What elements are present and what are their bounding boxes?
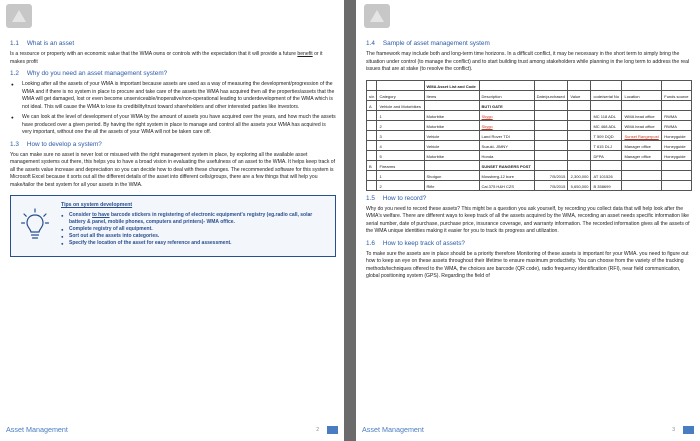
table-cell	[424, 160, 479, 170]
table-row	[367, 130, 692, 140]
table-cell	[622, 160, 662, 170]
table-cell	[367, 180, 377, 190]
page-footer	[362, 425, 694, 434]
table-cell	[367, 80, 377, 90]
list-item: ● We can look at the level of development of your WMA by the amount of assets you have acquired over the years, and how much the assets have produced over a given period. By having the right system in place to manage and control all the assets your WMA has acquired is very important, without one the all the assets of your WMA will not be taken care off.	[10, 114, 336, 137]
table-row	[367, 110, 692, 120]
table-cell	[568, 140, 591, 150]
table-cell: 5,650,000	[568, 180, 591, 190]
page-number: 2	[316, 426, 319, 433]
table-cell: code/serial No	[591, 90, 622, 100]
logo-icon	[364, 4, 390, 28]
logo-icon	[6, 4, 32, 28]
table-cell: Manager office	[622, 150, 662, 160]
section-heading: 1.4 Sample of asset management system	[366, 40, 490, 47]
table-cell	[622, 170, 662, 180]
table-cell: s/n	[367, 90, 377, 100]
table-cell: Land Rover TDI	[479, 130, 534, 140]
document-page-left	[0, 0, 344, 441]
table-cell: Value	[568, 90, 591, 100]
table-cell: Honeyguide	[662, 130, 692, 140]
table-cell: RWMA	[662, 110, 692, 120]
table-cell: Description	[479, 90, 534, 100]
table-cell: 1	[377, 110, 424, 120]
table-cell	[662, 100, 692, 110]
page-content	[10, 36, 336, 257]
table-cell	[367, 150, 377, 160]
table-cell: Location	[622, 90, 662, 100]
table-cell: Honeyguide	[662, 140, 692, 150]
table-cell	[591, 160, 622, 170]
list-item: ● Specify the location of the asset for easy reference and assessment.	[61, 240, 329, 247]
table-cell: 2	[377, 120, 424, 130]
table-cell: Skygo	[479, 120, 534, 130]
table-row	[367, 80, 692, 90]
table-cell: Vehicle	[424, 140, 479, 150]
table-cell	[367, 110, 377, 120]
lightbulb-icon	[21, 208, 49, 242]
table-cell	[479, 80, 534, 90]
section-heading: 1.5 How to record?	[366, 194, 427, 202]
table-cell	[367, 120, 377, 130]
table-cell	[622, 180, 662, 190]
table-cell: Honeyguide	[662, 150, 692, 160]
paragraph: The framework may include both and long-term time horizons. In a difficult conflict, it may be necessary in the short term to simply bring the situation under control (to manage the conflict) and to start building trust among stakeholders while planning in the long term to address the real issues that are at stake (to resolve the conflict).	[366, 51, 690, 72]
table-cell: T 615 DLJ	[591, 140, 622, 150]
table-cell	[534, 120, 568, 130]
section-heading: 1.2 Why do you need an asset management system?	[10, 70, 168, 77]
footer-title: Asset Management	[362, 425, 424, 434]
table-row	[367, 160, 692, 170]
table-row	[367, 100, 692, 110]
table-cell	[534, 130, 568, 140]
table-cell	[568, 150, 591, 160]
table-cell	[662, 160, 692, 170]
table-cell: B	[367, 160, 377, 170]
table-cell	[534, 160, 568, 170]
table-cell: MC 118 ADL	[591, 110, 622, 120]
section-heading: 1.3 How to develop a system?	[10, 140, 102, 148]
table-cell: Sunset Rangerpost	[622, 130, 662, 140]
table-cell	[534, 150, 568, 160]
table-cell	[568, 160, 591, 170]
table-cell	[367, 140, 377, 150]
section-heading: 1.6 How to keep track of assets?	[366, 239, 465, 247]
table-cell: SUNSET RANGERS POST	[479, 160, 534, 170]
table-cell: RWMA	[662, 120, 692, 130]
page-content	[366, 36, 692, 284]
section-heading: 1.1 What is an asset	[10, 40, 75, 47]
list-item: ● Sort out all the assets into categories.	[61, 233, 329, 240]
footer-accent-bar	[683, 426, 694, 434]
table-cell: Manager office	[622, 140, 662, 150]
table-cell: Items	[424, 90, 479, 100]
table-cell	[568, 110, 591, 120]
paragraph: You can make sure no asset is never lost or misused with the right management system in place, by exploring all the available asset management systems out there, this helps you to have a broad vision in evaluating the usefulness of an asset to the WMA. It helps keep track of all the assets value increase and depreciation so you can decide how to deal with these changes. The recommended software for this system is Microsoft Excel because it sorts out all the different details of the asset into different cells/groups, there are a few things that will help you make/tailor the best system for all your assets in the WMA.	[10, 151, 336, 188]
table-row	[367, 120, 692, 130]
table-cell	[367, 130, 377, 140]
table-cell	[534, 140, 568, 150]
table-cell	[367, 170, 377, 180]
table-cell	[622, 80, 662, 90]
table-cell: Motorbike	[424, 110, 479, 120]
list-item: ● Complete registry of all equipment.	[61, 226, 329, 233]
table-cell: A	[367, 100, 377, 110]
table-cell	[424, 100, 479, 110]
table-cell: B 358699	[591, 180, 622, 190]
paragraph: To make sure the assets are in place should be a priority therefore Monitoring of these assets is important for your WMA. you need to figure out how to keep an eye on these assets throughout their lifetime to ensure maximum productivity. You can choose from the variety of the tracking methods/techniques offered to the WMA, the choices are barcode (QR code), radio frequency identification (RFI), near field communication, global positioning system (GPS). Regarding the field of	[366, 250, 689, 279]
list-item: ● Looking after all the assets of your WMA is important because assets are used as a way of measuring the development/progression of the WMA and if there is no system in place to procure and take care of the assets the WMA has acquired then all the properties/assets that the WMA will get damaged, lost or even become unserviceable/inoperative/non-operational leading to underdevelopment of the WMA which is not ideal. This will cause the WMA to lose its credibility/trust toward shareholders and other interested parties like investors.	[10, 81, 336, 111]
table-cell: Skygo	[479, 110, 534, 120]
table-cell: 7/5/2015	[534, 170, 568, 180]
table-cell: Suzuki- JIMNY	[479, 140, 534, 150]
table-cell: AT 101526	[591, 170, 622, 180]
page-number: 3	[672, 426, 675, 433]
table-cell	[534, 110, 568, 120]
table-cell: MC 468 ADL	[591, 120, 622, 130]
table-cell	[568, 100, 591, 110]
page-footer	[6, 425, 338, 434]
table-row	[367, 90, 692, 100]
table-cell: T 509 DQD	[591, 130, 622, 140]
asset-table	[366, 80, 692, 191]
table-cell: 2,300,000	[568, 170, 591, 180]
table-cell: DFPA	[591, 150, 622, 160]
table-cell	[534, 80, 568, 90]
table-cell: 2	[377, 180, 424, 190]
table-row	[367, 170, 692, 180]
table-cell	[568, 80, 591, 90]
table-cell: Cal.375 H&H CZS	[479, 180, 534, 190]
document-page-right	[356, 0, 700, 441]
table-cell: Motorbike	[424, 120, 479, 130]
table-cell: Mossberg-12 bore	[479, 170, 534, 180]
table-cell: Rifle	[424, 180, 479, 190]
table-cell	[622, 100, 662, 110]
table-cell: 1	[377, 170, 424, 180]
table-cell: WMA head office	[622, 120, 662, 130]
table-cell: 7/5/2015	[534, 180, 568, 190]
table-cell: Date/purchased	[534, 90, 568, 100]
table-row	[367, 140, 692, 150]
table-cell: 5	[377, 150, 424, 160]
table-cell	[591, 100, 622, 110]
table-cell: 3	[377, 130, 424, 140]
table-cell: Honda	[479, 150, 534, 160]
table-cell: Motorbike	[424, 150, 479, 160]
footer-accent-bar	[327, 426, 338, 434]
footer-title: Asset Management	[6, 425, 68, 434]
table-cell: Vehicle	[424, 130, 479, 140]
table-cell	[377, 80, 424, 90]
table-cell	[662, 180, 692, 190]
table-cell: Category	[377, 90, 424, 100]
table-cell: WMA Asset List and Code	[424, 80, 479, 90]
bullet-list	[10, 81, 336, 137]
table-cell	[662, 170, 692, 180]
table-cell: Vehicle and Motorbikes	[377, 100, 424, 110]
table-cell: Firearms	[377, 160, 424, 170]
paragraph: Is a resource or property with an economic value that the WMA owns or controls with the expectation that it will provide a future benefit or it makes profit	[10, 51, 323, 65]
table-cell	[534, 100, 568, 110]
tips-title: Tips on system development	[61, 202, 133, 208]
table-cell	[591, 80, 622, 90]
paragraph: Why do you need to record these assets? This might be a question you ask yourself, by recording you collect data that will help look after the WMA's welfare. There are different ways to keep track of all the assets acquired by the WMA, recording an asset needs specific information like serial number, date of purchase, purchase price, insurance coverage, and warranty information. The recorded information gives all the assets of the WMA unique identities making it easier for you to track its progress and utilization.	[366, 205, 690, 234]
table-cell	[662, 80, 692, 90]
table-cell	[568, 130, 591, 140]
table-cell: Shotgun	[424, 170, 479, 180]
table-row	[367, 150, 692, 160]
table-cell: BUTI GATE	[479, 100, 534, 110]
table-row	[367, 180, 692, 190]
list-item: ● Consider to have barcode stickers in registering of electronic equipment's registry (eg.radio call, solar battery & panel, mobile phones, computers and printers)- WMA office.	[61, 212, 329, 226]
table-cell	[568, 120, 591, 130]
table-cell: Funds source	[662, 90, 692, 100]
tips-list	[61, 212, 329, 247]
table-cell: WMA head office	[622, 110, 662, 120]
table-cell: 4	[377, 140, 424, 150]
tips-box	[10, 195, 336, 257]
